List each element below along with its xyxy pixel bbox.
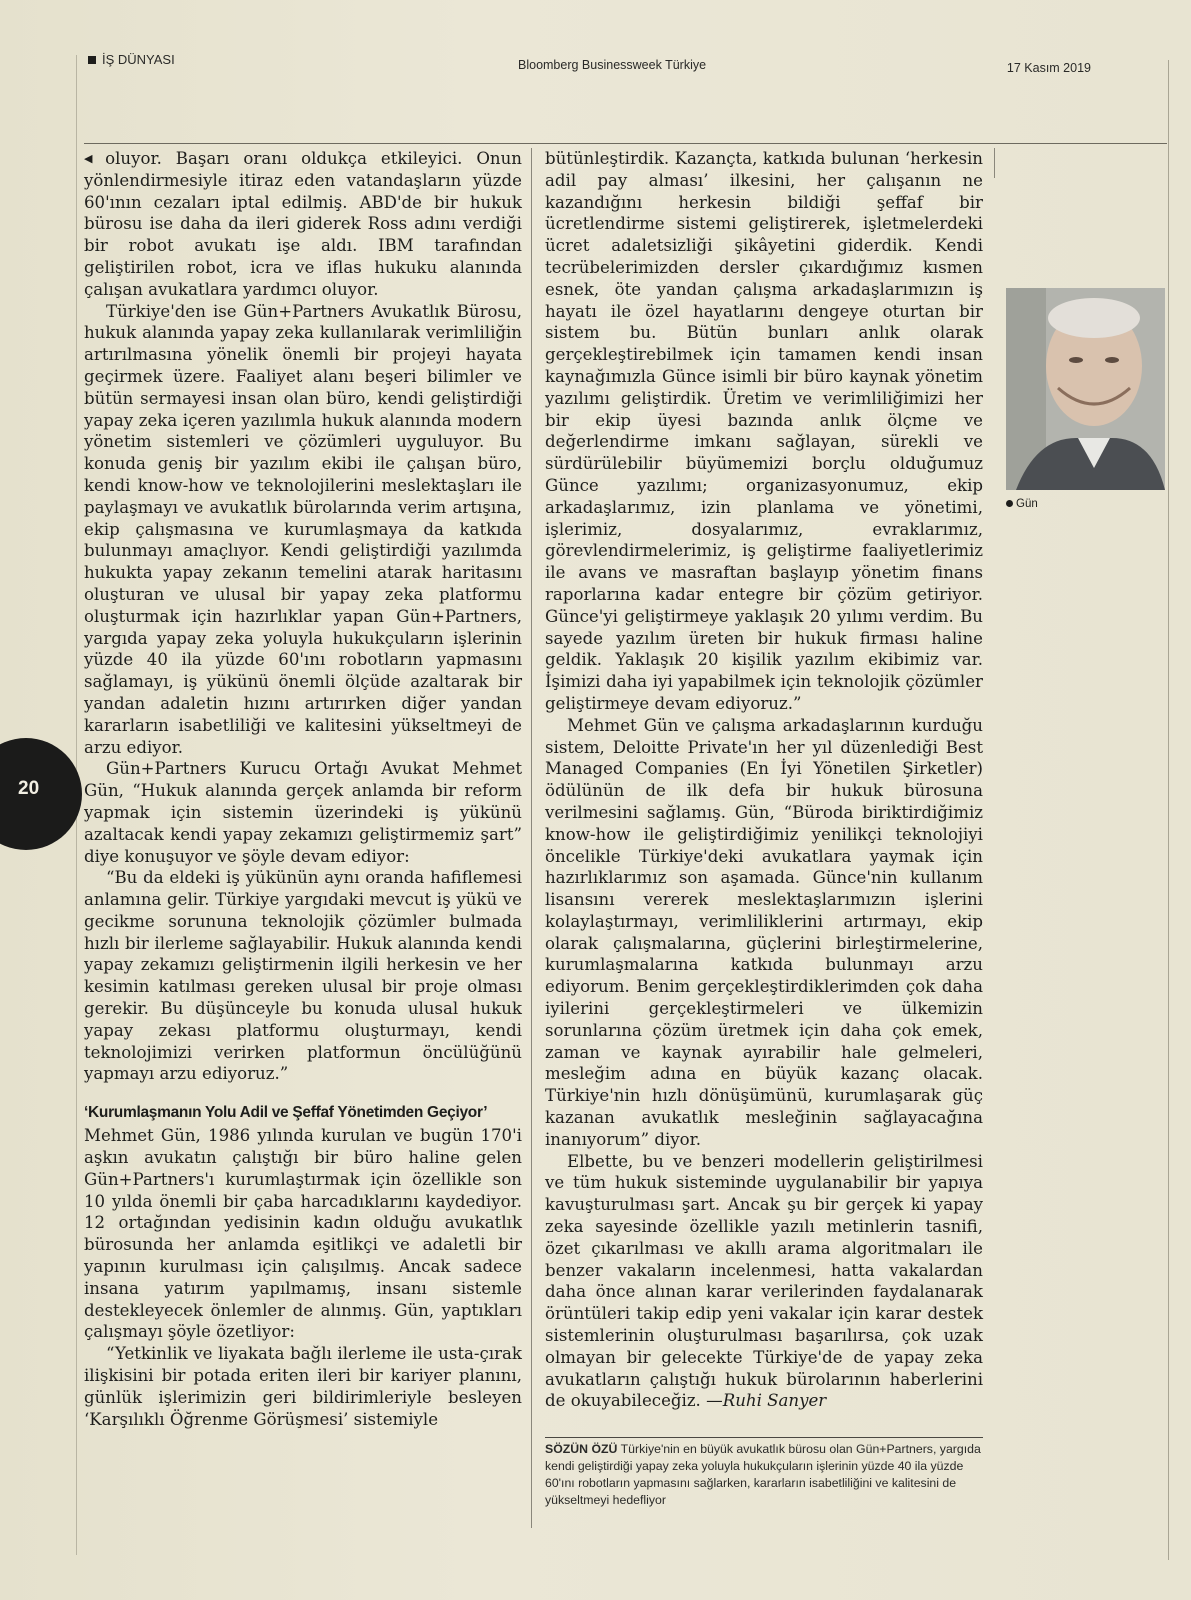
- right-margin-rule: [1168, 60, 1169, 1560]
- section-label: [88, 52, 175, 67]
- paragraph: Mehmet Gün, 1986 yılında kurulan ve bugün 170'i aşkın avukatın çalıştığı bir büro haline gelen Gün+Partners'ı kurumlaştırmak için özellikle son 10 yılda önemli bir çaba harcadıklarını kaydediyor. 12 ortağından yedisinin kadın olduğu avukatlık bürosunda her anlamda eşitlikçi ve adaletli bir yapının kurulması için çalışılmış. Ancak sadece insana yatırım yapılmamış, insanı sistemle destekleyecek önlemler de alınmış. Gün, yaptıkları çalışmayı şöyle özetliyor:: [84, 1126, 522, 1342]
- photo-caption: Gün: [1006, 498, 1038, 510]
- sidebar-divider: [994, 148, 995, 178]
- paragraph: bütünleştirdik. Kazançta, katkıda bulunan ‘herkesin adil pay alması’ ilkesini, her çalışanın ne kazandığını herkesin bildiği şeffaf bir ücretlendirme sistemi geliştirerek, işletmelerdeki ücret adaletsizliği şikâyetini giderdik. Kendi tecrübelerimizden dersler çıkardığımız kısmen esnek, öte yandan çalışma arkadaşlarımızın iş hayatı ile özel hayatlarını dengeye oturtan bir sistem bu. Bütün bunları anlık olarak gerçekleştirebilmek için tamamen kendi insan kaynağımızla Günce isimli bir büro kaynak yönetim yazılımı geliştirdik. Üretim ve verimliliğimizi her bir ekip üyesi bazında anlık ölçme ve değerlendirme imkanı sağlayan, sürekli ve sürdürülebilir büyümemizi borçlu olduğumuz Günce yazılımı; organizasyonumuz, ekip arkadaşlarımız, izin planlama ve yönetimi, işlerimiz, dosyalarımız, evraklarımız, görevlendirmelerimiz, iş geliştirme faaliyetlerimiz ile avans ve masraftan başlayıp yönetim finans raporlarına kadar entegre bir çözüm getiriyor. Günce'yi geliştirmeye yaklaşık 20 yılımı verdim. Bu sayede yazılım üreten bir hukuk firması haline geldik. Yaklaşık 20 kişilik yazılım ekibimiz var. İşimizi daha iyi yapabilmek için teknolojik çözümler geliştirmeye devam ediyoruz.”: [545, 149, 983, 713]
- paragraph: ◀ oluyor. Başarı oranı oldukça etkileyici. Onun yönlendirmesiyle itiraz eden vatandaşların yüzde 60'ının cezaları iptal edilmiş. ABD'de bir hukuk bürosu ise daha da ileri giderek Ross adını verdiği bir robot avukatı işe aldı. IBM tarafından geliştirilen robot, icra ve iflas hukuku alanında çalışan avukatlara yardımcı oluyor.: [84, 149, 522, 299]
- paragraph: Gün+Partners Kurucu Ortağı Avukat Mehmet Gün, “Hukuk alanında gerçek anlamda bir reform yapmak için sistemin üzerindeki iş yükünü azaltacak kendi yapay zekamızı geliştirmemiz şart” diye konuşuyor ve şöyle devam ediyor:: [84, 759, 522, 866]
- section-name: İŞ DÜNYASI: [102, 52, 175, 67]
- paragraph: Elbette, bu ve benzeri modellerin geliştirilmesi ve tüm hukuk sisteminde uygulanabilir bir yapıya kavuşturulması şart. Ancak şu bir gerçek ki yapay zeka sayesinde özellikle yazılı metinlerin tasnifi, özet çıkarılması ve akıllı arama algoritmaları ile benzer vakaların incelenmesi, hatta vakalardan daha önce alınan karar verilerinden faydalanarak örüntüleri takip edip yeni vakalar için karar destek sistemlerinin oluşturulması başarılırsa, çok uzak olmayan bir gelecekte Türkiye'de de yapay zeka avukatların çalıştığı hukuk bürolarının haberlerini de okuyabileceğiz. —Ruhi Sanyer: [545, 1151, 983, 1411]
- square-bullet-icon: [88, 56, 96, 64]
- publication-name: Bloomberg Businessweek Türkiye: [518, 58, 707, 72]
- quote-paragraph: “Bu da eldeki iş yükünün aynı oranda hafiflemesi anlamına gelir. Türkiye yargıdaki mevcut iş yükü ve gecikme sorununa teknolojik çözümler bulmada hızlı bir ilerleme sağlayabilir. Hukuk alanında kendi yapay zekamızı geliştirmenin ilgili herkesin ve her kesimin katılması gereken ulusal bir proje olması gerekir. Bu düşünceyle bu konuda ulusal hukuk yapay zekası platformu oluşturmayı, kendi teknolojimizi verirken platformun öncülüğünü yapmayı arzu ediyoruz.”: [84, 868, 522, 1084]
- subheading: ‘Kurumlaşmanın Yolu Adil ve Şeffaf Yönetimden Geçiyor’: [84, 1104, 488, 1122]
- continued-arrow-icon: ◀: [84, 152, 102, 165]
- summary-text: Türkiye'nin en büyük avukatlık bürosu olan Gün+Partners, yargıda kendi geliştirdiği yapay zeka yoluyla hukukçuların işlerinin yüzde 40 ila yüzde 60'ını robotların yapmasını sağlarken, kararların isabetliliğini ve kalitesini de yükseltmeyi hedefliyor: [545, 1442, 981, 1507]
- summary-rule: [545, 1437, 983, 1438]
- page-number: 20: [18, 778, 40, 799]
- top-rule: [84, 143, 1167, 144]
- summary-label: SÖZÜN ÖZÜ: [545, 1442, 618, 1456]
- column-divider: [531, 148, 532, 1528]
- page-header: [88, 52, 1091, 75]
- article-column-2: [545, 148, 983, 1412]
- paragraph: Mehmet Gün ve çalışma arkadaşlarının kurduğu sistem, Deloitte Private'ın her yıl düzenlediği Best Managed Companies (En İyi Yönetilen Şirketler) ödülünün de ilk defa bir hukuk bürosuna verilmesini sağlamış. Gün, “Büroda biriktirdiğimiz know-how ile geliştirdiğimiz yenilikçi teknolojiyi öncelikle Türkiye'deki avukatlara yaymak için hazırlıklarımız son aşamada. Günce'nin kullanım lisansını vererek meslektaşlarımızın işlerini kolaylaştırmayı, verimliliklerini artırmayı, ekip olarak çalışmalarına, güçlerini birleştirmelerine, kurumlaşmalarına katkıda bulunmayı arzu ediyorum. Benim gerçekleştirdiklerimden çok daha iyilerini gerçekleştirmeleri ve ülkemizin sorunlarına çözüm üretmek için daha çok emek, zaman ve kaynak ayırabilir hale gelmeleri, mesleğim adına en büyük kazanç olacak. Türkiye'nin hızlı dönüşümünü, kurumlaşarak güç kazanan avukatlık mesleğinin sağlayacağına inanıyorum” diyor.: [545, 715, 983, 1149]
- article-column-1: [84, 148, 522, 1430]
- portrait-illustration: [1006, 288, 1165, 490]
- quote-paragraph: “Yetkinlik ve liyakata bağlı ilerleme ile usta-çırak ilişkisini bir potada eriten ileri bir kariyer planını, günlük işlerimizin geri bildirimleriyle besleyen ‘Karşılıklı Öğrenme Görüşmesi’ sistemiyle: [84, 1344, 522, 1429]
- portrait-photo: [1006, 288, 1165, 490]
- issue-date: 17 Kasım 2019: [1006, 61, 1091, 75]
- paragraph: Türkiye'den ise Gün+Partners Avukatlık Bürosu, hukuk alanında yapay zeka kullanılarak verimliliğin artırılmasına yönelik önemli bir projeyi hayata geçirmek üzere. Faaliyet alanı beşeri bilimler ve bütün sermayesi insan olan büro, kendi geliştirdiği yapay zeka içeren yazılımla hukuk alanında modern yönetim sistemleri ve çözümleri uyguluyor. Bu konuda geniş bir yazılım ekibi ile çalışan büro, kendi know-how ve teknolojilerini meslektaşları ile paylaşmayı ve avukatlık bürolarında verim artışına, ekip çalışmasına ve kurumlaşmaya da katkıda bulunmayı amaçlıyor. Kendi geliştirdiği yazılımda hukukta yapay zekanın temelini atarak haritasını oluşturan ve ulusal bir yapay zeka platformu oluşturmak için hazırlıklar yapan Gün+Partners, yargıda yapay zeka yoluyla hukukçuların işlerinin yüzde 40 ila yüzde 60'ını robotların yapmasını sağlamayı, iş yükünü önemli ölçüde azaltarak bir yandan adaletin hızını artırırken diğer yandan kararların isabetliliği ve kalitesini yükseltmeyi de arzu ediyor.: [84, 301, 522, 757]
- bullet-dot-icon: [1006, 500, 1013, 507]
- author-signature: —Ruhi Sanyer: [706, 1391, 827, 1411]
- page-number-badge: [0, 738, 82, 850]
- summary-box: [545, 1441, 983, 1509]
